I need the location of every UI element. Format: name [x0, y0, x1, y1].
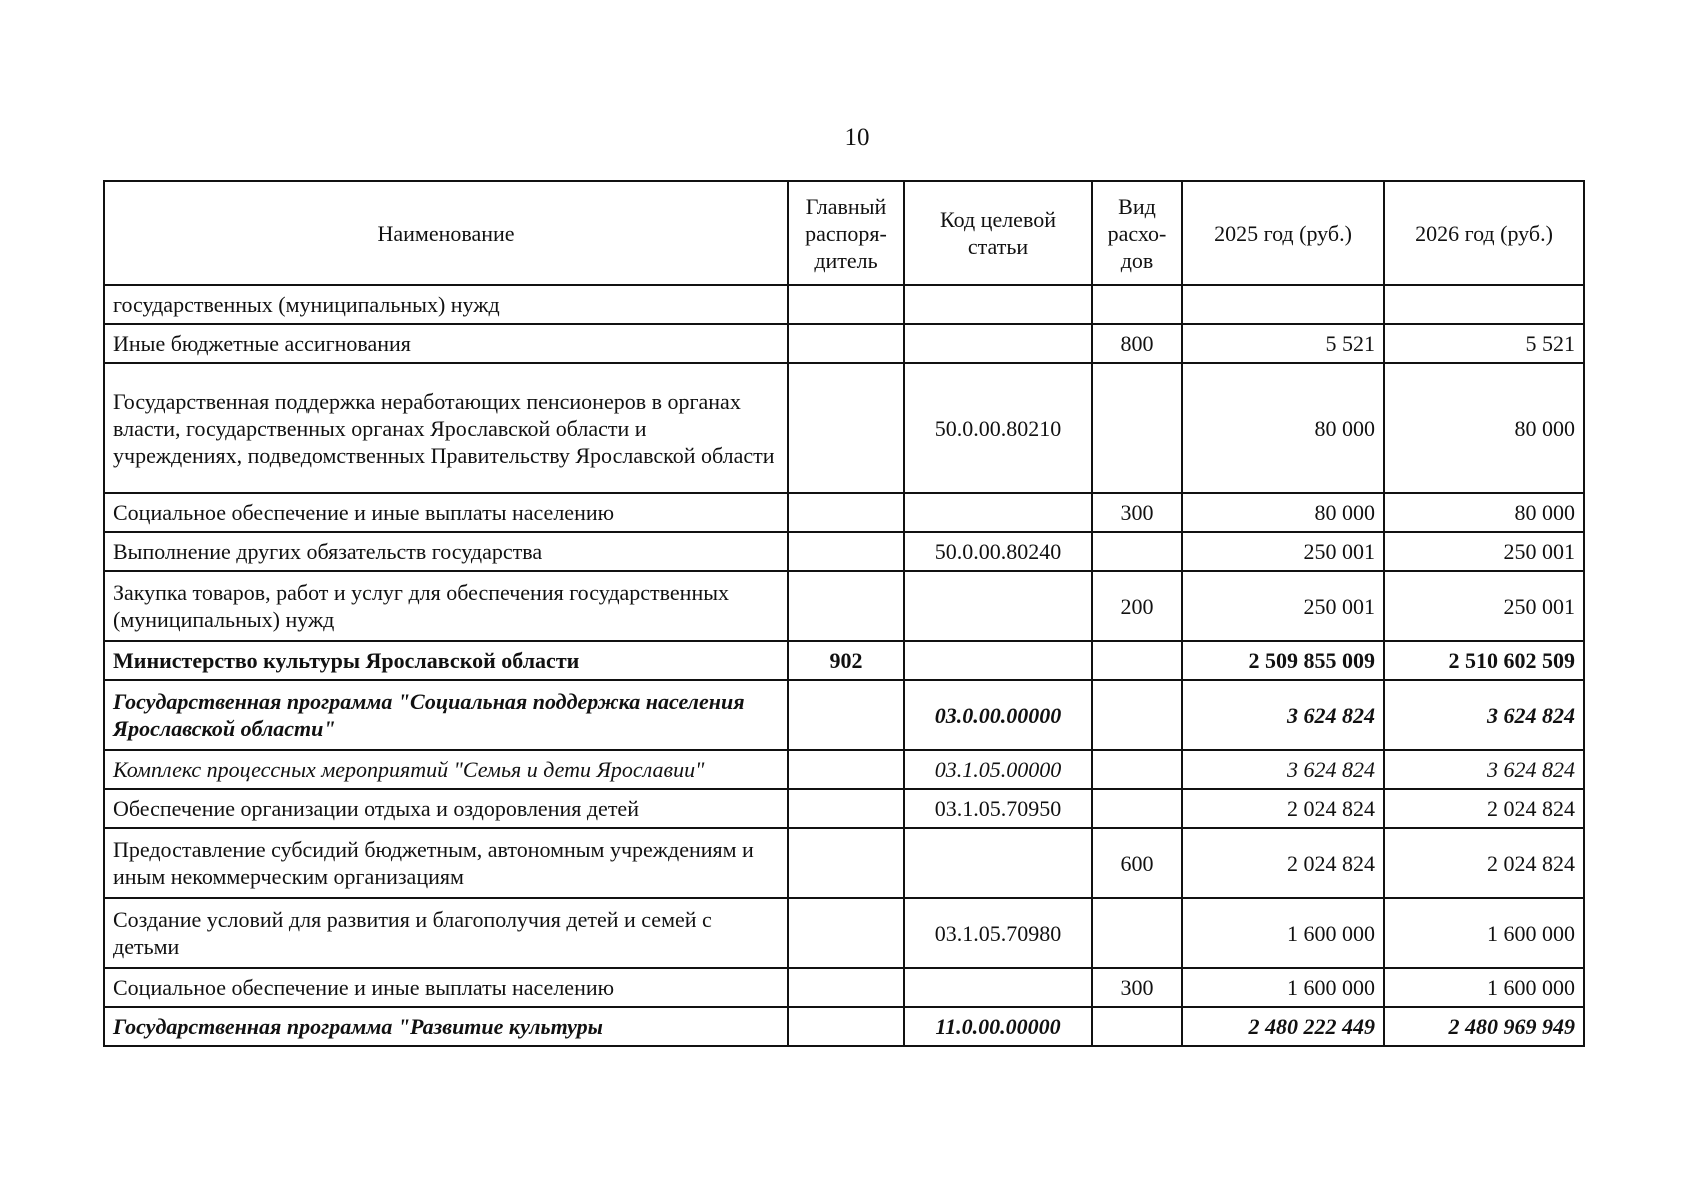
header-2025: 2025 год (руб.) [1182, 181, 1384, 285]
row-kind [1092, 1007, 1182, 1046]
row-code: 11.0.00.00000 [904, 1007, 1092, 1046]
row-kind: 300 [1092, 968, 1182, 1007]
row-name: Государственная программа "Развитие культуры [104, 1007, 788, 1046]
row-2026: 1 600 000 [1384, 968, 1584, 1007]
header-kind: Вид расхо-дов [1092, 181, 1182, 285]
row-name: государственных (муниципальных) нужд [104, 285, 788, 324]
row-name: Выполнение других обязательств государства [104, 532, 788, 571]
table-row [104, 363, 1584, 493]
row-code [904, 641, 1092, 680]
row-code [904, 968, 1092, 1007]
row-code: 03.1.05.00000 [904, 750, 1092, 789]
row-kind [1092, 532, 1182, 571]
row-chief [788, 571, 904, 641]
table-row [104, 828, 1584, 898]
table-row [104, 968, 1584, 1007]
row-name: Иные бюджетные ассигнования [104, 324, 788, 363]
row-name: Предоставление субсидий бюджетным, автономным учреждениям и иным некоммерческим организациям [104, 828, 788, 898]
row-kind: 800 [1092, 324, 1182, 363]
page-number: 10 [844, 124, 870, 151]
row-kind: 200 [1092, 571, 1182, 641]
row-2026: 5 521 [1384, 324, 1584, 363]
row-name: Государственная программа "Социальная поддержка населения Ярославской области" [104, 680, 788, 750]
row-kind [1092, 363, 1182, 493]
row-2025: 2 024 824 [1182, 789, 1384, 828]
row-chief [788, 828, 904, 898]
row-2026: 3 624 824 [1384, 680, 1584, 750]
row-code: 03.1.05.70950 [904, 789, 1092, 828]
row-2026: 2 510 602 509 [1384, 641, 1584, 680]
row-2025: 5 521 [1182, 324, 1384, 363]
row-2025: 1 600 000 [1182, 898, 1384, 968]
row-2025: 1 600 000 [1182, 968, 1384, 1007]
row-2025: 2 024 824 [1182, 828, 1384, 898]
header-code: Код целевой статьи [904, 181, 1092, 285]
row-chief [788, 1007, 904, 1046]
row-kind [1092, 789, 1182, 828]
row-2025: 2 480 222 449 [1182, 1007, 1384, 1046]
table-row [104, 324, 1584, 363]
row-chief [788, 324, 904, 363]
row-2025: 3 624 824 [1182, 750, 1384, 789]
row-2026: 1 600 000 [1384, 898, 1584, 968]
row-2025: 250 001 [1182, 532, 1384, 571]
table-row [104, 789, 1584, 828]
row-kind [1092, 898, 1182, 968]
row-name: Обеспечение организации отдыха и оздоровления детей [104, 789, 788, 828]
table-row [104, 750, 1584, 789]
row-kind [1092, 285, 1182, 324]
row-chief [788, 532, 904, 571]
row-code [904, 828, 1092, 898]
row-code: 03.0.00.00000 [904, 680, 1092, 750]
row-chief [788, 493, 904, 532]
row-2025 [1182, 285, 1384, 324]
row-2025: 250 001 [1182, 571, 1384, 641]
row-2026: 80 000 [1384, 493, 1584, 532]
row-2025: 2 509 855 009 [1182, 641, 1384, 680]
row-chief: 902 [788, 641, 904, 680]
table-row [104, 532, 1584, 571]
table-row [104, 641, 1584, 680]
row-code: 03.1.05.70980 [904, 898, 1092, 968]
row-code: 50.0.00.80210 [904, 363, 1092, 493]
row-kind [1092, 680, 1182, 750]
row-code [904, 285, 1092, 324]
row-kind: 300 [1092, 493, 1182, 532]
row-name: Государственная поддержка неработающих пенсионеров в органах власти, государственных органах Ярославской области и учреждениях, подведомственных Правительству Ярославской области [104, 363, 788, 493]
table-row [104, 898, 1584, 968]
row-kind: 600 [1092, 828, 1182, 898]
row-2025: 3 624 824 [1182, 680, 1384, 750]
row-2025: 80 000 [1182, 363, 1384, 493]
row-name: Социальное обеспечение и иные выплаты населению [104, 968, 788, 1007]
row-2026: 2 024 824 [1384, 828, 1584, 898]
row-2026 [1384, 285, 1584, 324]
table-row [104, 680, 1584, 750]
header-chief: Главный распоря-дитель [788, 181, 904, 285]
row-name: Министерство культуры Ярославской области [104, 641, 788, 680]
row-2026: 2 480 969 949 [1384, 1007, 1584, 1046]
table-row [104, 493, 1584, 532]
row-name: Комплекс процессных мероприятий "Семья и дети Ярославии" [104, 750, 788, 789]
row-code [904, 493, 1092, 532]
row-2026: 80 000 [1384, 363, 1584, 493]
row-kind [1092, 750, 1182, 789]
row-chief [788, 750, 904, 789]
row-2026: 250 001 [1384, 532, 1584, 571]
row-name: Создание условий для развития и благополучия детей и семей с детьми [104, 898, 788, 968]
budget-table [103, 180, 1585, 1047]
row-chief [788, 363, 904, 493]
row-chief [788, 285, 904, 324]
row-name: Закупка товаров, работ и услуг для обеспечения государственных (муниципальных) нужд [104, 571, 788, 641]
row-kind [1092, 641, 1182, 680]
row-2026: 2 024 824 [1384, 789, 1584, 828]
row-2026: 250 001 [1384, 571, 1584, 641]
row-name: Социальное обеспечение и иные выплаты населению [104, 493, 788, 532]
table-header-row [104, 181, 1584, 285]
row-2026: 3 624 824 [1384, 750, 1584, 789]
row-chief [788, 680, 904, 750]
table-row [104, 285, 1584, 324]
header-2026: 2026 год (руб.) [1384, 181, 1584, 285]
row-2025: 80 000 [1182, 493, 1384, 532]
table-row [104, 1007, 1584, 1046]
row-code [904, 571, 1092, 641]
row-chief [788, 789, 904, 828]
row-chief [788, 898, 904, 968]
row-code [904, 324, 1092, 363]
row-code: 50.0.00.80240 [904, 532, 1092, 571]
table-row [104, 571, 1584, 641]
header-name: Наименование [104, 181, 788, 285]
row-chief [788, 968, 904, 1007]
